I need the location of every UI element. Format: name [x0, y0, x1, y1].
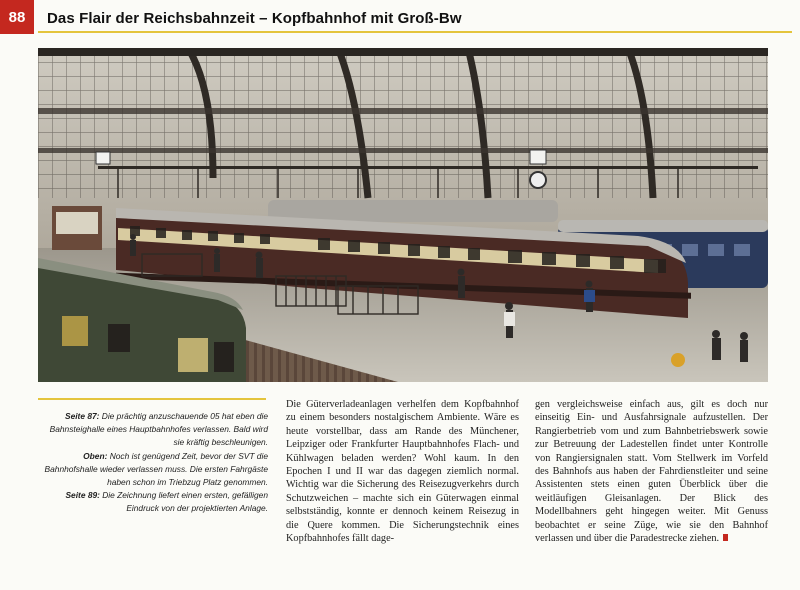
caption-text-3: Die Zeichnung liefert einen ersten, gefälligen Eindruck von der projektierten Anlage.	[99, 490, 268, 514]
caption-label-3: Seite 89:	[65, 490, 100, 501]
body-text-column-1: Die Güterverladeanlagen verhelfen dem Kopfbahnhof zu einem besonders nostalgischem Ambiente. Wäre es heute vorstellbar, dass am Rande des Münchener, Leipziger oder Frankfurter Hauptbahnhofes Flach- und Kühlwagen beladen werden? Wohl kaum. In den Epochen I und II war das dagegen ziemlich normal. Wichtig war die Sicherung des Reisezugverkehrs durch Schutzweichen – machte sich ein Güterwagen einmal selbstständig, konnte er dennoch keinem Reisezug in die Quere kommen. Die Sicherungstechnik eines Kopfbahnhofes fällt dage-	[286, 399, 519, 545]
end-of-article-mark	[723, 534, 728, 541]
body-column-2	[535, 398, 768, 545]
caption-text-1: Die prächtig anzuschauende 05 hat eben die Bahnsteighalle eines Hauptbahnhofes verlassen. Bald wird sie kräftig beschleunigen.	[49, 411, 268, 448]
body-text-column-2: gen vergleichsweise einfach aus, gilt es doch nur einseitig Ein- und Ausfahrsignale aufzustellen. Der Rangierbetrieb vom und zum Bahnbetriebswerk sowie zur Betreuung der Ladestellen findet unter Kontrolle von Rangiersignalen statt. Vom Stellwerk im Vorfeld des Bahnhofs aus haben der Fahrdienstleiter und seine Assistenten stets einen guten Überblick über die weitläufigen Gleisanlagen. Der Blick des Modellbahners geht hingegen weiter. Mit Genuss beobachtet er seine Züge, wie sie den Bahnhof verlassen und über die Paradestrecke ziehen.	[535, 399, 768, 545]
caption-para-2	[38, 450, 268, 490]
caption-label-2: Oben:	[83, 450, 108, 461]
main-photo	[38, 48, 768, 382]
caption-para-3	[38, 489, 268, 515]
caption-rule	[38, 398, 266, 400]
photo-caption	[38, 410, 268, 516]
page-header-title: Das Flair der Reichsbahnzeit – Kopfbahnhof mit Groß-Bw	[47, 10, 462, 27]
caption-para-1	[38, 410, 268, 450]
body-paragraph-column-2	[535, 398, 768, 545]
station-hall-illustration	[38, 48, 768, 382]
header-rule	[38, 31, 792, 33]
caption-label-1: Seite 87:	[64, 411, 100, 421]
caption-text-2: Noch ist genügend Zeit, bevor der SVT die Bahnhofshalle wieder verlassen muss. Die ersten Fahrgäste haben schon im Triebzug Platz genommen.	[44, 450, 268, 488]
body-column-1	[286, 398, 519, 545]
page-number: 88	[0, 0, 34, 34]
